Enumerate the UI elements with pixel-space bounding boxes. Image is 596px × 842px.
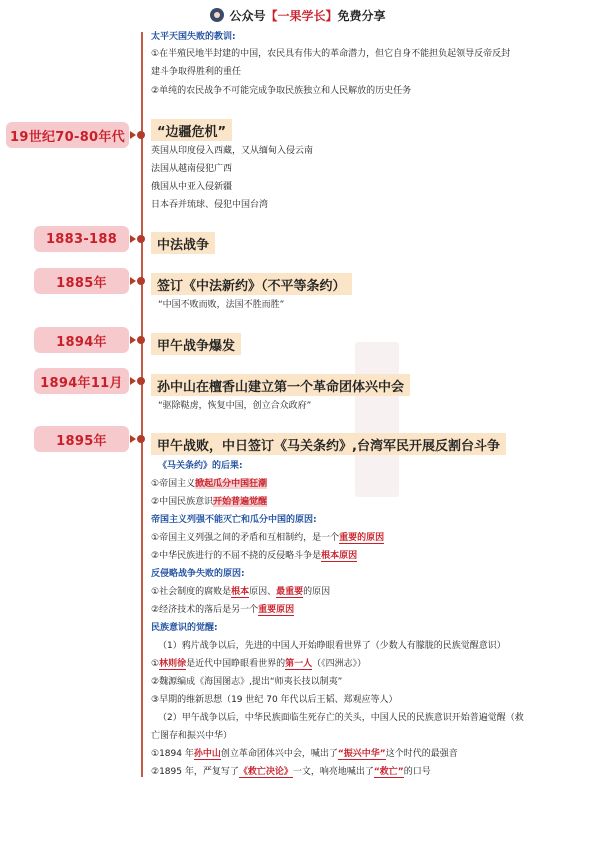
detail-line: ①帝国主义掀起瓜分中国狂潮 [151,479,268,489]
date-badge: 1894年11月 [34,368,129,394]
event-note: “中国不败而败，法国不胜而胜” [158,300,285,310]
detail-line: ②中华民族进行的不屈不挠的反侵略斗争是根本原因 [151,551,358,561]
date-badge: 1894年 [34,327,129,353]
detail-line: （2）甲午战争以后，中华民族面临生死存亡的关头，中国人民的民族意识开始普遍觉醒（救 [158,713,524,723]
arrow-icon [130,377,136,385]
timeline-dot [137,336,145,344]
detail-line: ②魏源编成《海国图志》,提出“师夷长技以制夷” [151,677,343,687]
event-item: 俄国从中亚入侵新疆 [151,182,233,192]
section-heading: 帝国主义列强不能灭亡和瓜分中国的原因: [151,515,317,525]
event-title: 中法战争 [151,232,215,254]
arrow-icon [130,336,136,344]
timeline-dot [137,131,145,139]
detail-line: （1）鸦片战争以后，先进的中国人开始睁眼看世界了（少数人有朦胧的民族觉醒意识） [158,641,506,651]
section-heading: 《马关条约》的后果: [158,461,243,471]
detail-line: ②经济技术的落后是另一个重要原因 [151,605,295,615]
event-title: “边疆危机” [151,119,232,141]
detail-line: ①1894 年孙中山创立革命团体兴中会，喊出了“振兴中华”这个时代的最强音 [151,749,458,759]
detail-line: ②中国民族意识开始普遍觉醒 [151,497,268,507]
event-note: “驱除鞑虏，恢复中国，创立合众政府” [158,401,312,411]
timeline-dot [137,235,145,243]
page-header [0,4,596,26]
header-suffix: 免费分享 [337,8,386,23]
header-brand: 【一果学长】 [265,8,338,23]
event-item: 法国从越南侵犯广西 [151,164,233,174]
detail-line: ②1895 年，严复写了《救亡决论》一文，响亮地喊出了“救亡”的口号 [151,767,431,777]
event-title: 甲午战败，中日签订《马关条约》,台湾军民开展反割台斗争 [151,433,506,455]
event-title: 甲午战争爆发 [151,333,241,355]
timeline-line [141,32,143,777]
arrow-icon [130,435,136,443]
date-badge: 1885年 [34,268,129,294]
detail-line: ③早期的维新思想（19 世纪 70 年代以后王韬、郑观应等人） [151,695,398,705]
detail-line: ①林则徐是近代中国睁眼看世界的第一人（《四洲志》） [151,659,367,669]
intro-heading: 太平天国失败的教训: [151,32,236,42]
section-heading: 民族意识的觉醒: [151,623,218,633]
event-title: 孙中山在檀香山建立第一个革命团体兴中会 [151,374,410,396]
intro-line: ①在半殖民地半封建的中国，农民具有伟大的革命潜力，但它自身不能担负起领导反帝反封 [151,49,511,59]
timeline-dot [137,377,145,385]
event-title: 签订《中法新约》（不平等条约） [151,273,352,295]
detail-line: 亡图存和振兴中华） [151,731,233,741]
timeline-dot [137,435,145,443]
intro-line: 建斗争取得胜利的重任 [151,67,242,77]
date-badge: 1883-188 [34,226,129,252]
event-item: 日本吞并琉球、侵犯中国台湾 [151,200,269,210]
date-badge: 19世纪70-80年代 [6,122,129,148]
section-heading: 反侵略战争失败的原因: [151,569,245,579]
header-prefix: 公众号 [229,8,266,23]
detail-line: ①帝国主义列强之间的矛盾和互相制约，是一个重要的原因 [151,533,385,543]
timeline-dot [137,277,145,285]
arrow-icon [130,131,136,139]
intro-line: ②单纯的农民战争不可能完成争取民族独立和人民解放的历史任务 [151,86,412,96]
detail-line: ①社会制度的腐败是根本原因、最重要的原因 [151,587,331,597]
avatar-icon [210,8,224,22]
event-item: 英国从印度侵入西藏，又从缅甸入侵云南 [151,146,314,156]
watermark [355,342,399,497]
date-badge: 1895年 [34,426,129,452]
arrow-icon [130,235,136,243]
arrow-icon [130,277,136,285]
